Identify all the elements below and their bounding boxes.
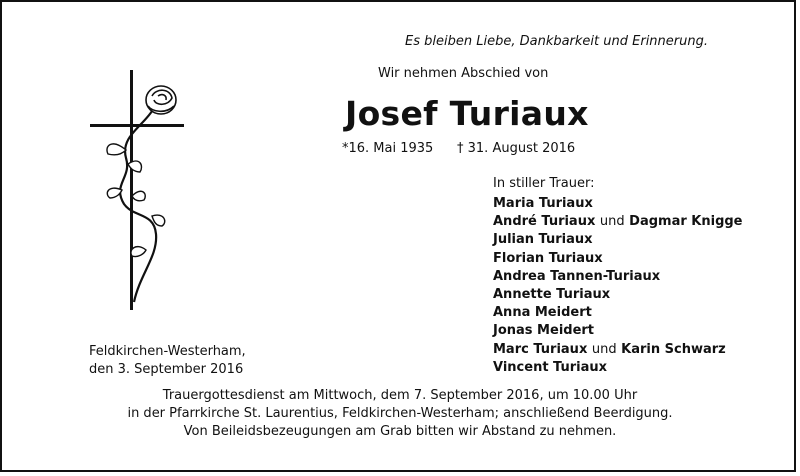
birth-date: *16. Mai 1935 <box>342 141 434 156</box>
cross-with-rose-icon <box>82 66 192 316</box>
footer-line: Von Beileidsbezeugungen am Grab bitten wir Abstand zu nehmen. <box>183 424 617 439</box>
mourner: Julian Turiaux <box>493 232 593 248</box>
mourner: Vincent Turiaux <box>493 359 608 375</box>
service-info <box>2 387 798 441</box>
footer-line: in der Pfarrkirche St. Laurentius, Feldkirchen-Westerham; anschließend Beerdigung. <box>127 406 673 421</box>
date: den 3. September 2016 <box>89 362 244 377</box>
motto: Es bleiben Liebe, Dankbarkeit und Erinnerung. <box>405 34 708 49</box>
mourner: Jonas Meidert <box>493 323 595 339</box>
place: Feldkirchen-Westerham, <box>89 344 246 359</box>
footer-line: Trauergottesdienst am Mittwoch, dem 7. September 2016, um 10.00 Uhr <box>162 388 638 403</box>
mourner: Annette Turiaux <box>493 287 611 303</box>
intro-text: Wir nehmen Abschied von <box>378 66 549 81</box>
death-date: † 31. August 2016 <box>457 141 576 156</box>
mourner: André Turiaux und Dagmar Knigge <box>493 214 743 230</box>
mourner: Marc Turiaux und Karin Schwarz <box>493 341 726 357</box>
mourner: Maria Turiaux <box>493 196 593 211</box>
mourners-list <box>493 195 743 377</box>
mourner: Andrea Tannen-Turiaux <box>493 268 661 284</box>
mourner: Florian Turiaux <box>493 250 603 266</box>
place-date <box>89 343 246 379</box>
mourning-label: In stiller Trauer: <box>493 176 595 191</box>
mourner: Anna Meidert <box>493 305 592 321</box>
deceased-name: Josef Turiaux <box>345 94 589 133</box>
